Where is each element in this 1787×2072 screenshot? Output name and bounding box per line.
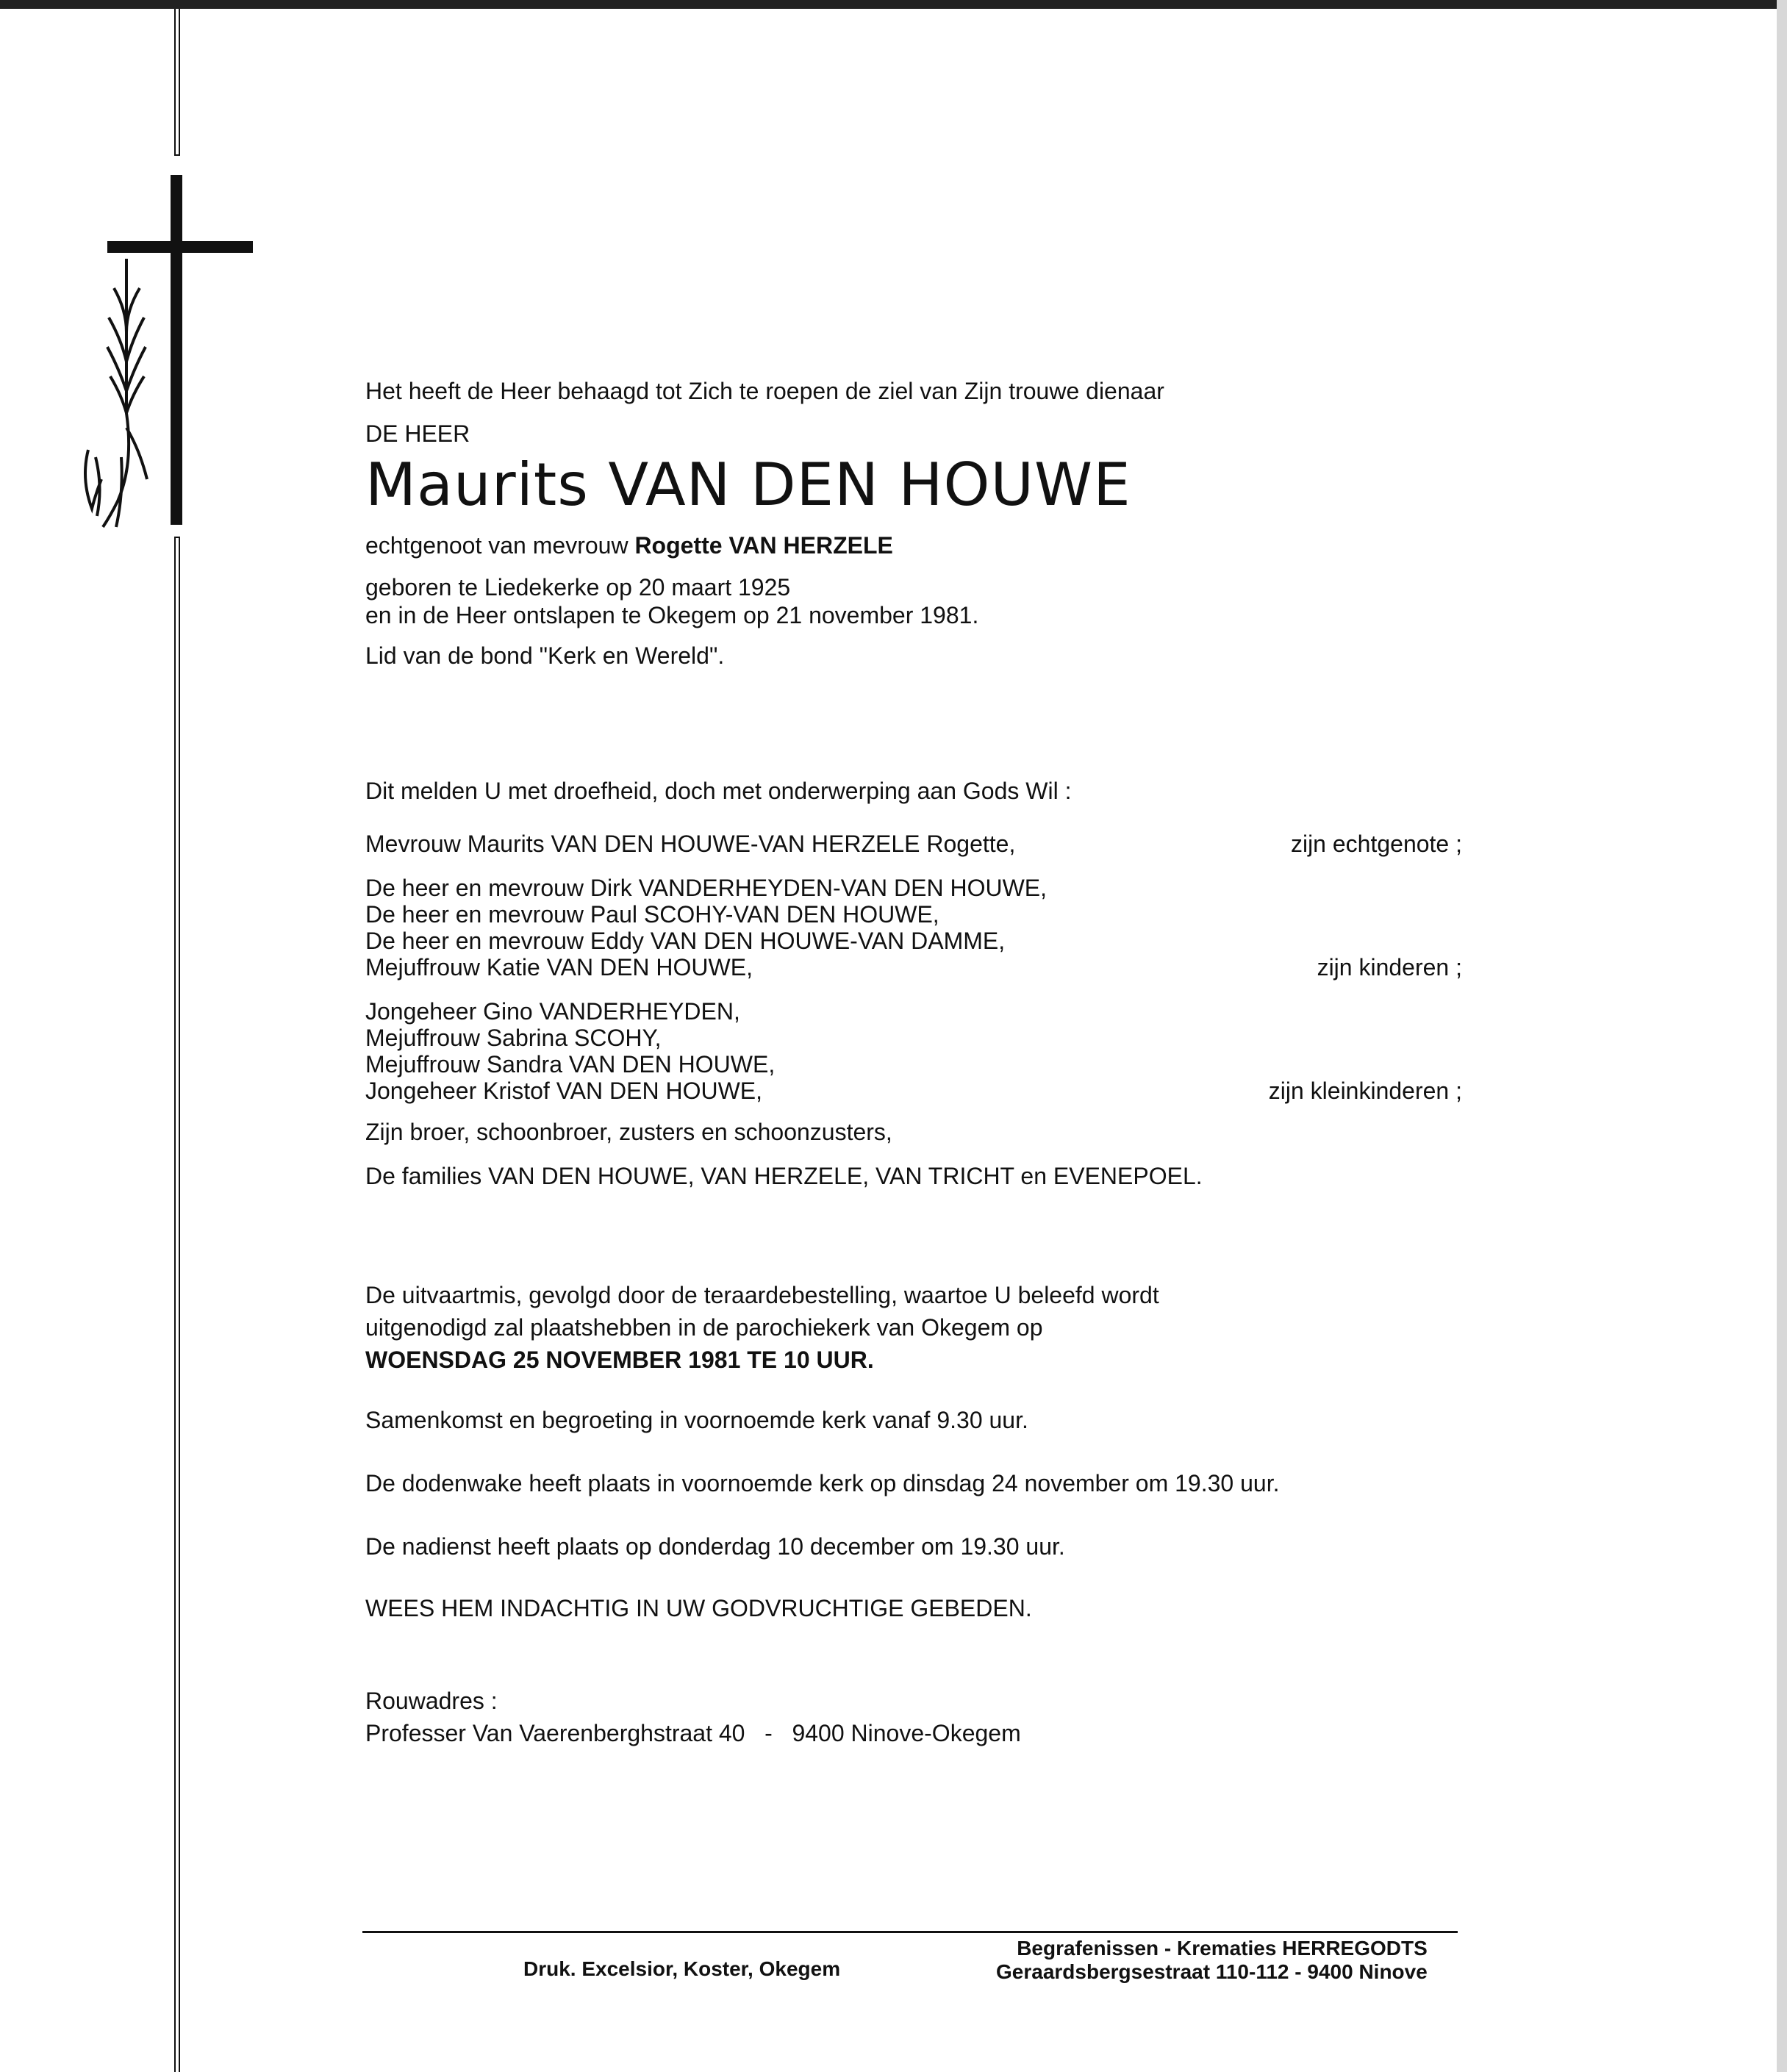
spouse-role: zijn echtgenote ; — [1290, 831, 1462, 857]
children-block — [365, 875, 1468, 981]
title-prefix: DE HEER — [365, 420, 470, 447]
footer-divider — [362, 1931, 1458, 1933]
funeral-date: WOENSDAG 25 NOVEMBER 1981 TE 10 UUR. — [365, 1347, 874, 1373]
gathering-line: Samenkomst en begroeting in voornoemde kerk vanaf 9.30 uur. — [365, 1407, 1028, 1433]
printer-credit: Druk. Excelsior, Koster, Okegem — [523, 1957, 841, 1980]
child-item: Mejuffrouw Katie VAN DEN HOUWE, — [365, 954, 753, 981]
death-line: en in de Heer ontslapen te Okegem op 21 november 1981. — [365, 602, 979, 628]
child-item: De heer en mevrouw Eddy VAN DEN HOUWE-VAN DAMME, — [365, 928, 1006, 954]
family-spouse-row — [365, 831, 1462, 857]
spouse-name: Rogette VAN HERZELE — [634, 532, 893, 559]
undertaker-line-2: Geraardsbergsestraat 110-112 - 9400 Ninove — [996, 1960, 1428, 1983]
undertaker-line-1: Begrafenissen - Krematies HERREGODTS — [1017, 1937, 1428, 1960]
grandchild-item: Mejuffrouw Sabrina SCOHY, — [365, 1025, 662, 1051]
announcement: Dit melden U met droefheid, doch met onderwerping aan Gods Wil : — [365, 778, 1072, 804]
child-item: De heer en mevrouw Paul SCOHY-VAN DEN HOUWE, — [365, 901, 939, 928]
remember-line: WEES HEM INDACHTIG IN UW GODVRUCHTIGE GEBEDEN. — [365, 1595, 1032, 1621]
child-item: De heer en mevrouw Dirk VANDERHEYDEN-VAN DEN HOUWE, — [365, 875, 1047, 901]
border-rail-bottom — [174, 537, 180, 2072]
grandchildren-block — [365, 998, 1468, 1104]
undertaker-credit — [996, 1937, 1428, 1984]
address-line: Professer Van Vaerenberghstraat 40 - 9400 Ninove-Okegem — [365, 1720, 1021, 1746]
grandchild-item: Mejuffrouw Sandra VAN DEN HOUWE, — [365, 1051, 776, 1078]
cross-arm — [107, 241, 253, 253]
grandchild-item: Jongeheer Kristof VAN DEN HOUWE, — [365, 1078, 763, 1104]
scan-top-edge — [0, 0, 1787, 9]
deceased-name: Maurits VAN DEN HOUWE — [365, 451, 1131, 519]
spouse-prefix: echtgenoot van mevrouw — [365, 532, 629, 559]
wheat-icon — [81, 259, 176, 531]
families-line: De families VAN DEN HOUWE, VAN HERZELE, VAN TRICHT en EVENEPOEL. — [365, 1163, 1203, 1189]
birth-line: geboren te Liedekerke op 20 maart 1925 — [365, 574, 791, 601]
card-text — [365, 368, 1468, 1749]
funeral-line-1: De uitvaartmis, gevolgd door de teraardebestelling, waartoe U beleefd wordt — [365, 1282, 1159, 1308]
spouse-line — [365, 529, 1468, 562]
intro-text: Het heeft de Heer behaagd tot Zich te roepen de ziel van Zijn trouwe dienaar — [365, 378, 1164, 404]
siblings-line: Zijn broer, schoonbroer, zusters en schoonzusters, — [365, 1119, 892, 1145]
afterservice-line: De nadienst heeft plaats op donderdag 10 december om 19.30 uur. — [365, 1533, 1065, 1560]
child-item-last — [365, 954, 1462, 981]
scan-right-edge — [1777, 0, 1787, 2072]
wake-line: De dodenwake heeft plaats in voornoemde kerk op dinsdag 24 november om 19.30 uur. — [365, 1470, 1280, 1496]
funeral-line-2: uitgenodigd zal plaatshebben in de parochiekerk van Okegem op — [365, 1314, 1043, 1341]
grandchildren-role: zijn kleinkinderen ; — [1268, 1078, 1462, 1104]
membership-line: Lid van de bond "Kerk en Wereld". — [365, 642, 725, 669]
family-spouse: Mevrouw Maurits VAN DEN HOUWE-VAN HERZELE Rogette, — [365, 831, 1016, 857]
children-role: zijn kinderen ; — [1317, 954, 1462, 981]
grandchild-item-last — [365, 1078, 1462, 1104]
grandchild-item: Jongeheer Gino VANDERHEYDEN, — [365, 998, 740, 1025]
address-label: Rouwadres : — [365, 1688, 498, 1714]
border-rail-top — [174, 9, 180, 156]
